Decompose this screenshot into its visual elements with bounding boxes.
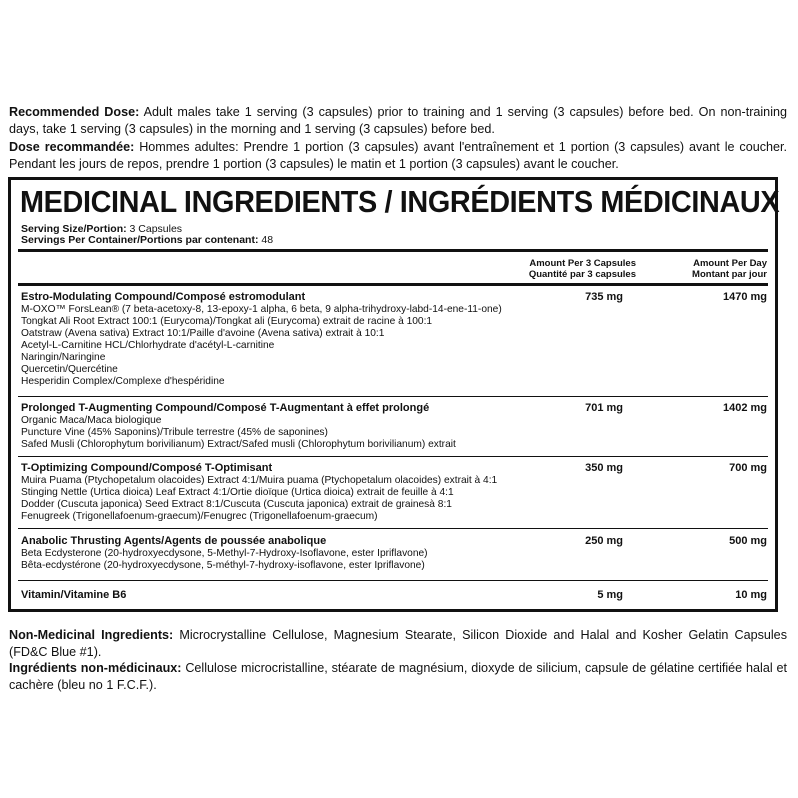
column-header-per-day-fr: Montant par jour [692, 269, 767, 280]
servings-per-container-value: 48 [258, 234, 274, 246]
amount-per-day: 500 mg [729, 535, 767, 547]
group-title: Prolonged T-Augmenting Compound/Composé T-Augmentant à effet prolongé [21, 402, 430, 414]
ingredient-item: Organic Maca/Maca biologique [21, 415, 162, 426]
non-medicinal-ingredients-en [9, 627, 787, 661]
ingredient-group [21, 291, 767, 388]
column-header-per-capsules [529, 258, 636, 280]
non-medicinal-ingredients-fr [9, 660, 787, 694]
column-header-divider [18, 283, 768, 286]
ingredient-item: Tongkat Ali Root Extract 100:1 (Eurycoma)/Tongkat ali (Eurycoma) extrait de racine à 100:1 [21, 316, 433, 327]
column-header-per-capsules-en: Amount Per 3 Capsules [529, 258, 636, 269]
ingredient-item: Fenugreek (Trigonellafoenum-graecum)/Fenugrec (Trigonellafoenum-graecum) [21, 511, 378, 522]
non-medicinal-label: Non-Medicinal Ingredients: [9, 628, 174, 642]
dose-recommandee-label: Dose recommandée: [9, 140, 135, 154]
amount-per-capsules: 735 mg [585, 291, 623, 303]
group-divider [18, 456, 768, 457]
recommended-dose-en [9, 104, 787, 138]
ingredient-group [21, 462, 767, 523]
ingredient-item: Quercetin/Quercétine [21, 364, 118, 375]
ingredient-item: M-OXO™ ForsLean® (7 beta-acetoxy-8, 13-epoxy-1 alpha, 6 beta, 9 alpha-trihydroxy-labd-14-ene-11-one) [21, 304, 502, 315]
ingredient-item: Oatstraw (Avena sativa) Extract 10:1/Paille d'avoine (Avena sativa) extrait à 10:1 [21, 328, 385, 339]
amount-per-day: 1402 mg [722, 402, 767, 414]
recommended-dose-label: Recommended Dose: [9, 105, 140, 119]
servings-per-container-label: Servings Per Container/Portions par contenant: [21, 234, 259, 246]
amount-per-capsules: 701 mg [585, 402, 623, 414]
amount-per-capsules: 250 mg [585, 535, 623, 547]
group-divider [18, 580, 768, 581]
ingredient-group [21, 589, 767, 602]
group-divider [18, 396, 768, 397]
column-header-per-capsules-fr: Quantité par 3 capsules [528, 269, 636, 280]
ingredients-non-medicinaux-text: Cellulose microcristalline, stéarate de magnésium, dioxyde de silicium, capsule de gélatine certifiée halal et cachère (bleu no 1 F.C.F.). [9, 661, 787, 692]
ingredient-item: Dodder (Cuscuta japonica) Seed Extract 8:1/Cuscuta (Cuscuta japonica) extrait de grainesà 8:1 [21, 499, 452, 510]
ingredient-item: Safed Musli (Chlorophytum borivilianum) Extract/Safed musli (Chlorophytum borivilianum) extrait [21, 439, 456, 450]
ingredient-item: Acetyl-L-Carnitine HCL/Chlorhydrate d'acétyl-L-carnitine [21, 340, 275, 351]
column-header-per-day [692, 258, 767, 280]
servings-per-container [21, 234, 273, 246]
ingredient-group [21, 402, 767, 451]
ingredient-item: Bêta-ecdystérone (20-hydroxyecdysone, 5-méthyl-7-hydroxy-isoflavone, ester Ipriflavone) [21, 560, 425, 571]
ingredients-non-medicinaux-label: Ingrédients non-médicinaux: [9, 661, 182, 675]
ingredient-item: Stinging Nettle (Urtica dioica) Leaf Extract 4:1/Ortie dioïque (Urtica dioica) extrait de feuille à 4:1 [21, 487, 454, 498]
column-header-per-day-en: Amount Per Day [693, 258, 767, 269]
amount-per-capsules: 350 mg [585, 462, 623, 474]
ingredient-item: Muira Puama (Ptychopetalum olacoides) Extract 4:1/Muira puama (Ptychopetalum olacoides) extrait à 4:1 [21, 475, 498, 486]
amount-per-capsules: 5 mg [597, 589, 623, 601]
amount-per-day: 1470 mg [722, 291, 767, 303]
ingredient-item: Beta Ecdysterone (20-hydroxyecdysone, 5-Methyl-7-Hydroxy-Isoflavone, ester Ipriflavone) [21, 548, 428, 559]
panel-title: MEDICINAL INGREDIENTS / INGRÉDIENTS MÉDICINAUX [20, 184, 780, 219]
group-title: Vitamin/Vitamine B6 [21, 589, 127, 601]
ingredient-item: Puncture Vine (45% Saponins)/Tribule terrestre (45% de saponines) [21, 427, 328, 438]
ingredient-item: Hesperidin Complex/Complexe d'hespéridine [21, 376, 225, 387]
group-divider [18, 528, 768, 529]
amount-per-day: 10 mg [735, 589, 767, 601]
ingredient-item: Naringin/Naringine [21, 352, 106, 363]
recommended-dose-text: Adult males take 1 serving (3 capsules) prior to training and 1 serving (3 capsules) before bed. On non-training days, take 1 serving (3 capsules) in the morning and 1 serving (3 capsules) before bed. [9, 105, 787, 136]
amount-per-day: 700 mg [729, 462, 767, 474]
medicinal-ingredients-panel [8, 177, 778, 612]
group-title: Estro-Modulating Compound/Composé estromodulant [21, 291, 306, 303]
serving-size-value: 3 Capsules [126, 223, 183, 235]
serving-size-label: Serving Size/Portion: [21, 223, 127, 235]
recommended-dose-fr [9, 139, 787, 173]
dose-recommandee-text: Hommes adultes: Prendre 1 portion (3 capsules) avant l'entraînement et 1 portion (3 capsules) avant le coucher. Pendant les jours de repos, prendre 1 portion (3 capsules) le matin et 1 portion (3 capsules) avant le coucher. [9, 140, 788, 171]
header-divider [18, 249, 768, 252]
group-title: Anabolic Thrusting Agents/Agents de poussée anabolique [21, 535, 327, 547]
non-medicinal-text: Microcrystalline Cellulose, Magnesium Stearate, Silicon Dioxide and Halal and Kosher Gelatin Capsules (FD&C Blue #1). [9, 628, 787, 659]
group-title: T-Optimizing Compound/Composé T-Optimisant [21, 462, 273, 474]
ingredient-group [21, 535, 767, 572]
